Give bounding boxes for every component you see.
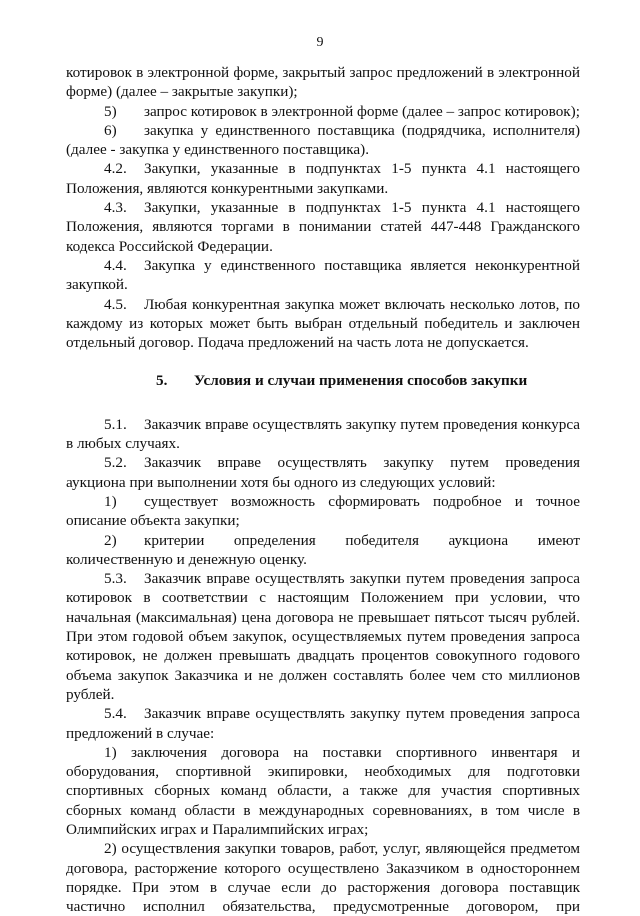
clause-number: 5.1. (104, 415, 127, 433)
section-heading (66, 371, 580, 390)
item-text: существует возможность сформировать подробное и точное описание объекта закупки; (66, 492, 580, 530)
clause-5-4 (66, 704, 580, 743)
document-body (66, 63, 580, 916)
clause-5-1 (66, 415, 580, 454)
clause-5-2 (66, 453, 580, 492)
clause-4-5 (66, 295, 580, 353)
clause-number: 4.4. (104, 256, 127, 274)
list-item-6 (66, 121, 580, 160)
clause-text: Закупки, указанные в подпунктах 1-5 пункта 4.1 настоящего Положения, являются конкурентными закупками. (66, 160, 580, 197)
clause-text: Любая конкурентная закупка может включать несколько лотов, по каждому из которых может быть выбран отдельный победитель и заключен отдельный договор. Подача предложений на часть лота не допускается. (66, 295, 580, 352)
item-number: 2) (104, 531, 117, 549)
case-2: 2) осуществления закупки товаров, работ, услуг, являющейся предметом договора, расторжение которого осуществлено Заказчиком в одностороннем порядке. При этом в случае если до расторжения договора поставщик частично исполнил обязательства, предусмотренные договором, при (66, 840, 580, 916)
clause-text: Заказчик вправе осуществлять закупки путем проведения запроса котировок в соответствии с настоящим Положением при условии, что начальная (максимальная) цена договора не превышает пятьсот тысяч рублей. При этом годовой объем закупок, осуществляемых путем проведения запроса котировок, не должен превышать двадцать процентов совокупного годового объема закупок Заказчика и не должен составлять более чем сто миллионов рублей. (66, 570, 580, 703)
clause-4-2 (66, 159, 580, 198)
clause-number: 4.5. (104, 295, 127, 313)
item-number: 5) (104, 102, 117, 120)
clause-number: 5.3. (104, 570, 127, 588)
paragraph: котировок в электронной форме, закрытый запрос предложений в электронной форме) (далее – закрытые закупки); (66, 64, 580, 101)
section-number: 5. (156, 372, 168, 390)
item-text: закупка у единственного поставщика (подрядчика, исполнителя) (далее - закупка у единственного поставщика). (66, 121, 580, 159)
section-title: Условия и случаи применения способов закупки (194, 372, 528, 390)
clause-4-3 (66, 198, 580, 256)
clause-text: Заказчик вправе осуществлять закупку путем проведения запроса предложений в случае: (66, 705, 580, 742)
list-item-5 (66, 102, 580, 121)
case-1: 1) заключения договора на поставки спортивного инвентаря и оборудования, спортивной экипировки, необходимых для подготовки спортивных сборных команд области, а также для участия спортивных сборных команд области в международных соревнованиях, в том числе в Олимпийских играх и Паралимпийских играх; (66, 743, 580, 838)
page-number: 9 (316, 35, 324, 50)
clause-number: 5.2. (104, 454, 127, 472)
condition-2 (66, 531, 580, 570)
item-number: 1) (104, 492, 117, 510)
condition-1 (66, 492, 580, 531)
clause-number: 5.4. (104, 705, 127, 723)
clause-number: 4.3. (104, 199, 127, 217)
clause-number: 4.2. (104, 160, 127, 178)
item-text: критерии определения победителя аукциона имеют количественную и денежную оценку. (66, 531, 580, 568)
clause-text: Закупка у единственного поставщика является неконкурентной закупкой. (66, 256, 580, 294)
clause-text: Заказчик вправе осуществлять закупку путем проведения аукциона при выполнении хотя бы одного из следующих условий: (66, 454, 580, 491)
item-number: 6) (104, 121, 117, 139)
clause-4-4 (66, 256, 580, 295)
clause-5-3 (66, 569, 580, 704)
item-text: запрос котировок в электронной форме (далее – запрос котировок); (144, 102, 580, 120)
clause-text: Заказчик вправе осуществлять закупку путем проведения конкурса в любых случаях. (66, 415, 580, 453)
clause-text: Закупки, указанные в подпунктах 1-5 пункта 4.1 настоящего Положения, являются торгами в понимании статей 447-448 Гражданского кодекса Российской Федерации. (66, 199, 580, 255)
